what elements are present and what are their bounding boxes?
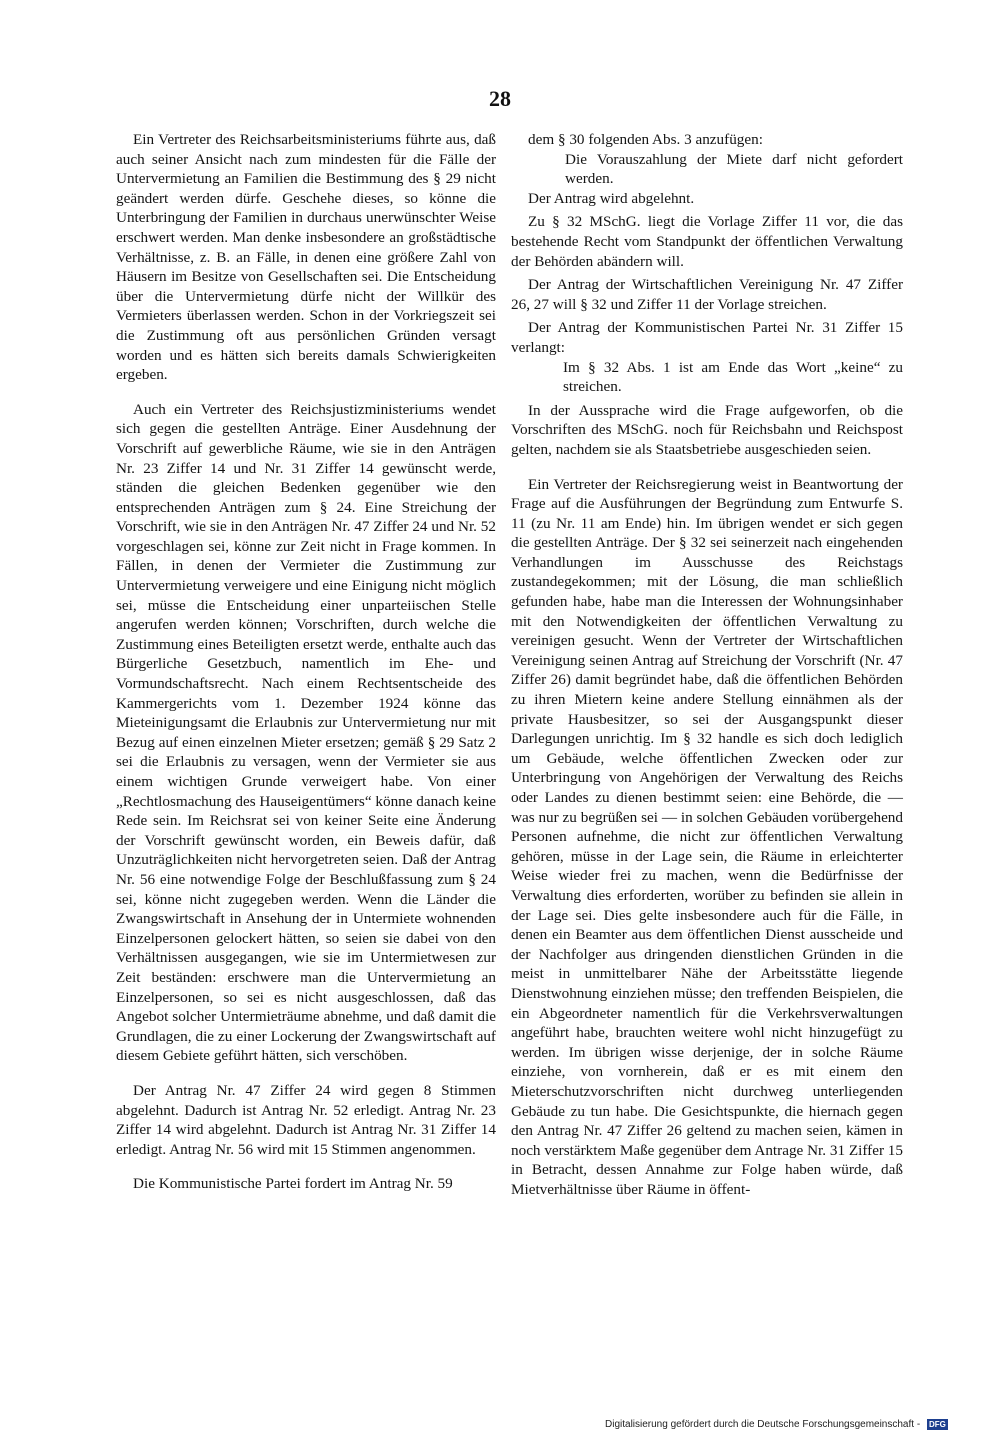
paragraph: dem § 30 folgenden Abs. 3 anzufügen:: [528, 131, 763, 148]
quotation: Im § 32 Abs. 1 ist am Ende das Wort „keine“ zu streichen.: [563, 358, 903, 396]
dfg-logo: DFG: [928, 1420, 946, 1429]
left-column: [116, 130, 496, 1194]
paragraph: Der Antrag der Kommunistischen Partei Nr. 31 Ziffer 15 verlangt:: [511, 319, 903, 356]
paragraph: Der Antrag Nr. 47 Ziffer 24 wird gegen 8 Stimmen abgelehnt. Dadurch ist Antrag Nr. 52 erledigt. Antrag Nr. 23 Ziffer 14 wird abgelehnt. Dadurch ist Antrag Nr. 31 Ziffer 14 erledigt. Antrag Nr. 56 wird mit 15 Stimmen angenommen.: [116, 1081, 496, 1158]
paragraph: Auch ein Vertreter des Reichsjustizministeriums wendet sich gegen die gestellten Anträge. Einer Ausdehnung der Vorschrift auf gewerbliche Räume, wie sie in den Anträgen Nr. 23 Ziffer 14 und Nr. 31 Ziffer 14 gewünscht werde, ständen die gleichen Bedenken gegenüber wie den entsprechenden Anträgen zum § 24. Eine Streichung der Vorschrift, wie sie in den Anträgen Nr. 47 Ziffer 24 und Nr. 52 vorgeschlagen sei, könne zur Zeit nicht in Frage kommen. In Fällen, in denen der Vermieter die Zustimmung zur Untervermietung verweigere und eine Einigung nicht möglich sei, müsse die Entscheidung einer unparteiischen Stelle angerufen werden können; Vorschriften, durch welche die Zustimmung eines Beteiligten ersetzt werde, enthalte auch das Bürgerliche Gesetzbuch, namentlich im Ehe- und Vormundschaftsrecht. Nach einem Rechtsentscheide des Kammergerichts vom 1. Dezember 1924 könne das Mieteinigungsamt die Erlaubnis zur Untervermietung nur mit Bezug auf einen einzelnen Mieter ersetzen; gemäß § 29 Satz 2 sei die Erlaubnis zu versagen, wenn der Vermieter sie aus einem wichtigen Grunde verweigert habe. Von einer „Rechtlosmachung des Hauseigentümers“ könne danach keine Rede sein. Im Reichsrat sei von keiner Seite eine Änderung der Vorschrift gewünscht worden, ein Beweis dafür, daß Unzuträglichkeiten nicht hervorgetreten seien. Daß der Antrag Nr. 56 eine notwendige Folge der Beschlußfassung zum § 24 sei, könne nicht zugegeben werden. Wenn die Länder die Zwangswirtschaft in Ansehung der in Untermiete wohnenden Einzelpersonen gelockert hätten, so seien sie dabei von den Verhältnissen ausgegangen, wie sie im Untermietwesen zur Zeit beständen: erschwere man die Untervermietung an Einzelpersonen, so sei es nicht ausgeschlossen, daß das Angebot solcher Untermieträume abnehme, und daß damit die Grundlagen, die zu einer Lockerung der Zwangswirtschaft auf diesem Gebiete geführt hätten, sich verschöben.: [116, 400, 496, 1065]
quotation: Die Vorauszahlung der Miete darf nicht gefordert werden.: [565, 150, 903, 188]
paragraph: Zu § 32 MSchG. liegt die Vorlage Ziffer 11 vor, die das bestehende Recht vom Standpunkt der öffentlichen Verwaltung der Behörden abändern will.: [511, 213, 903, 270]
page-number: 28: [489, 86, 511, 111]
paragraph: Ein Vertreter des Reichsarbeitsministeriums führte aus, daß auch seiner Ansicht nach zum mindesten für die Fälle der Untervermietung an Familien die Bestimmung des § 29 nicht geändert werden dürfe. Geschehe dieses, so könne die Unterbringung der Familien in durchaus unerwünschter Weise erschwert werden. Man denke insbesondere an großstädtische Verhältnisse, z. B. an Fälle, in denen eine größere Zahl von Häusern im Besitze von Gesellschaften sei. Die Entscheidung über die Untervermietung dürfe nicht der Willkür des Vermieters überlassen werden. Schon in der Vorkriegszeit sei die Zustimmung oft aus persönlichen Gründen versagt worden und es hätten sich bereits damals Schwierigkeiten ergeben.: [116, 131, 496, 384]
funding-notice: [605, 1419, 948, 1430]
paragraph: Der Antrag der Wirtschaftlichen Vereinigung Nr. 47 Ziffer 26, 27 will § 32 und Ziffer 11 der Vorlage streichen.: [511, 276, 903, 313]
paragraph: In der Aussprache wird die Frage aufgeworfen, ob die Vorschriften des MSchG. noch für Reichsbahn und Reichspost gelten, nachdem sie als Staatsbetriebe ausgeschieden seien.: [511, 401, 903, 458]
paragraph: Die Kommunistische Partei fordert im Antrag Nr. 59: [133, 1175, 453, 1193]
paragraph: Ein Vertreter der Reichsregierung weist in Beantwortung der Frage auf die Ausführungen der Begründung zum Entwurfe S. 11 (zu Nr. 11 am Ende) hin. Im übrigen wendet er sich gegen die gestellten Anträge. Der § 32 sei seinerzeit nach eingehenden Verhandlungen im Ausschusse des Reichstags zustandegekommen; mit der Lösung, die man schließlich gefunden habe, habe man die Interessen der Wohnungsinhaber mit den Notwendigkeiten der öffentlichen Verwaltung zu vereinigen gesucht. Wenn der Vertreter der Wirtschaftlichen Vereinigung seinen Antrag auf Streichung der Vorschrift (Nr. 47 Ziffer 26) damit begründet habe, daß die öffentlichen Behörden zu ihren Mietern keine andere Stellung einnähmen als der private Hausbesitzer, so sei der Ausgangspunkt dieser Darlegungen unrichtig. Im § 32 handle es sich doch lediglich um Gebäude, welche öffentlichen Zwecken oder zur Unterbringung von Angehörigen der Verwaltung des Reichs oder Landes zu dienen bestimmt seien: eine Behörde, die — was nur zu begrüßen sei — in solchen Gebäuden vorübergehend Personen aufnehme, die nicht zur öffentlichen Verwaltung gehören, müsse in der Lage sein, die Räume in erleichterter Weise wieder frei zu machen, wenn die Bedürfnisse der Verwaltung dies erforderten, worüber zu befinden sie allein in der Lage sei. Dies gelte insbesondere auch für die Fälle, in denen ein Beamter aus dem öffentlichen Dienst ausscheide und der Nachfolger aus dringenden dienstlichen Gründen in die meist in unmittelbarer Nähe der Arbeitsstätte liegende Dienstwohnung einziehen müsse; den treffenden Beispielen, die ein Abgeordneter namentlich für die Verkehrsverwaltungen angeführt habe, brauchten weitere wohl nicht hinzugefügt zu werden. Im übrigen wisse derjenige, der in solche Räume einziehe, von vornherein, daß er es mit einem den Mieterschutzvorschriften nicht durchweg unterliegenden Gebäude zu tun habe. Die Gesichtspunkte, die hiernach gegen den Antrag Nr. 47 Ziffer 26 geltend zu machen seien, kämen in noch verstärktem Maße gegenüber dem Antrage Nr. 31 Ziffer 15 in Betracht, dessen Annahme zur Folge haben würde, daß Mietverhältnisse über Räume in öffent-: [511, 475, 903, 1198]
right-column: [511, 130, 903, 1199]
paragraph: Der Antrag wird abgelehnt.: [528, 189, 695, 207]
funding-text: Digitalisierung gefördert durch die Deutsche Forschungsgemeinschaft -: [605, 1419, 921, 1431]
